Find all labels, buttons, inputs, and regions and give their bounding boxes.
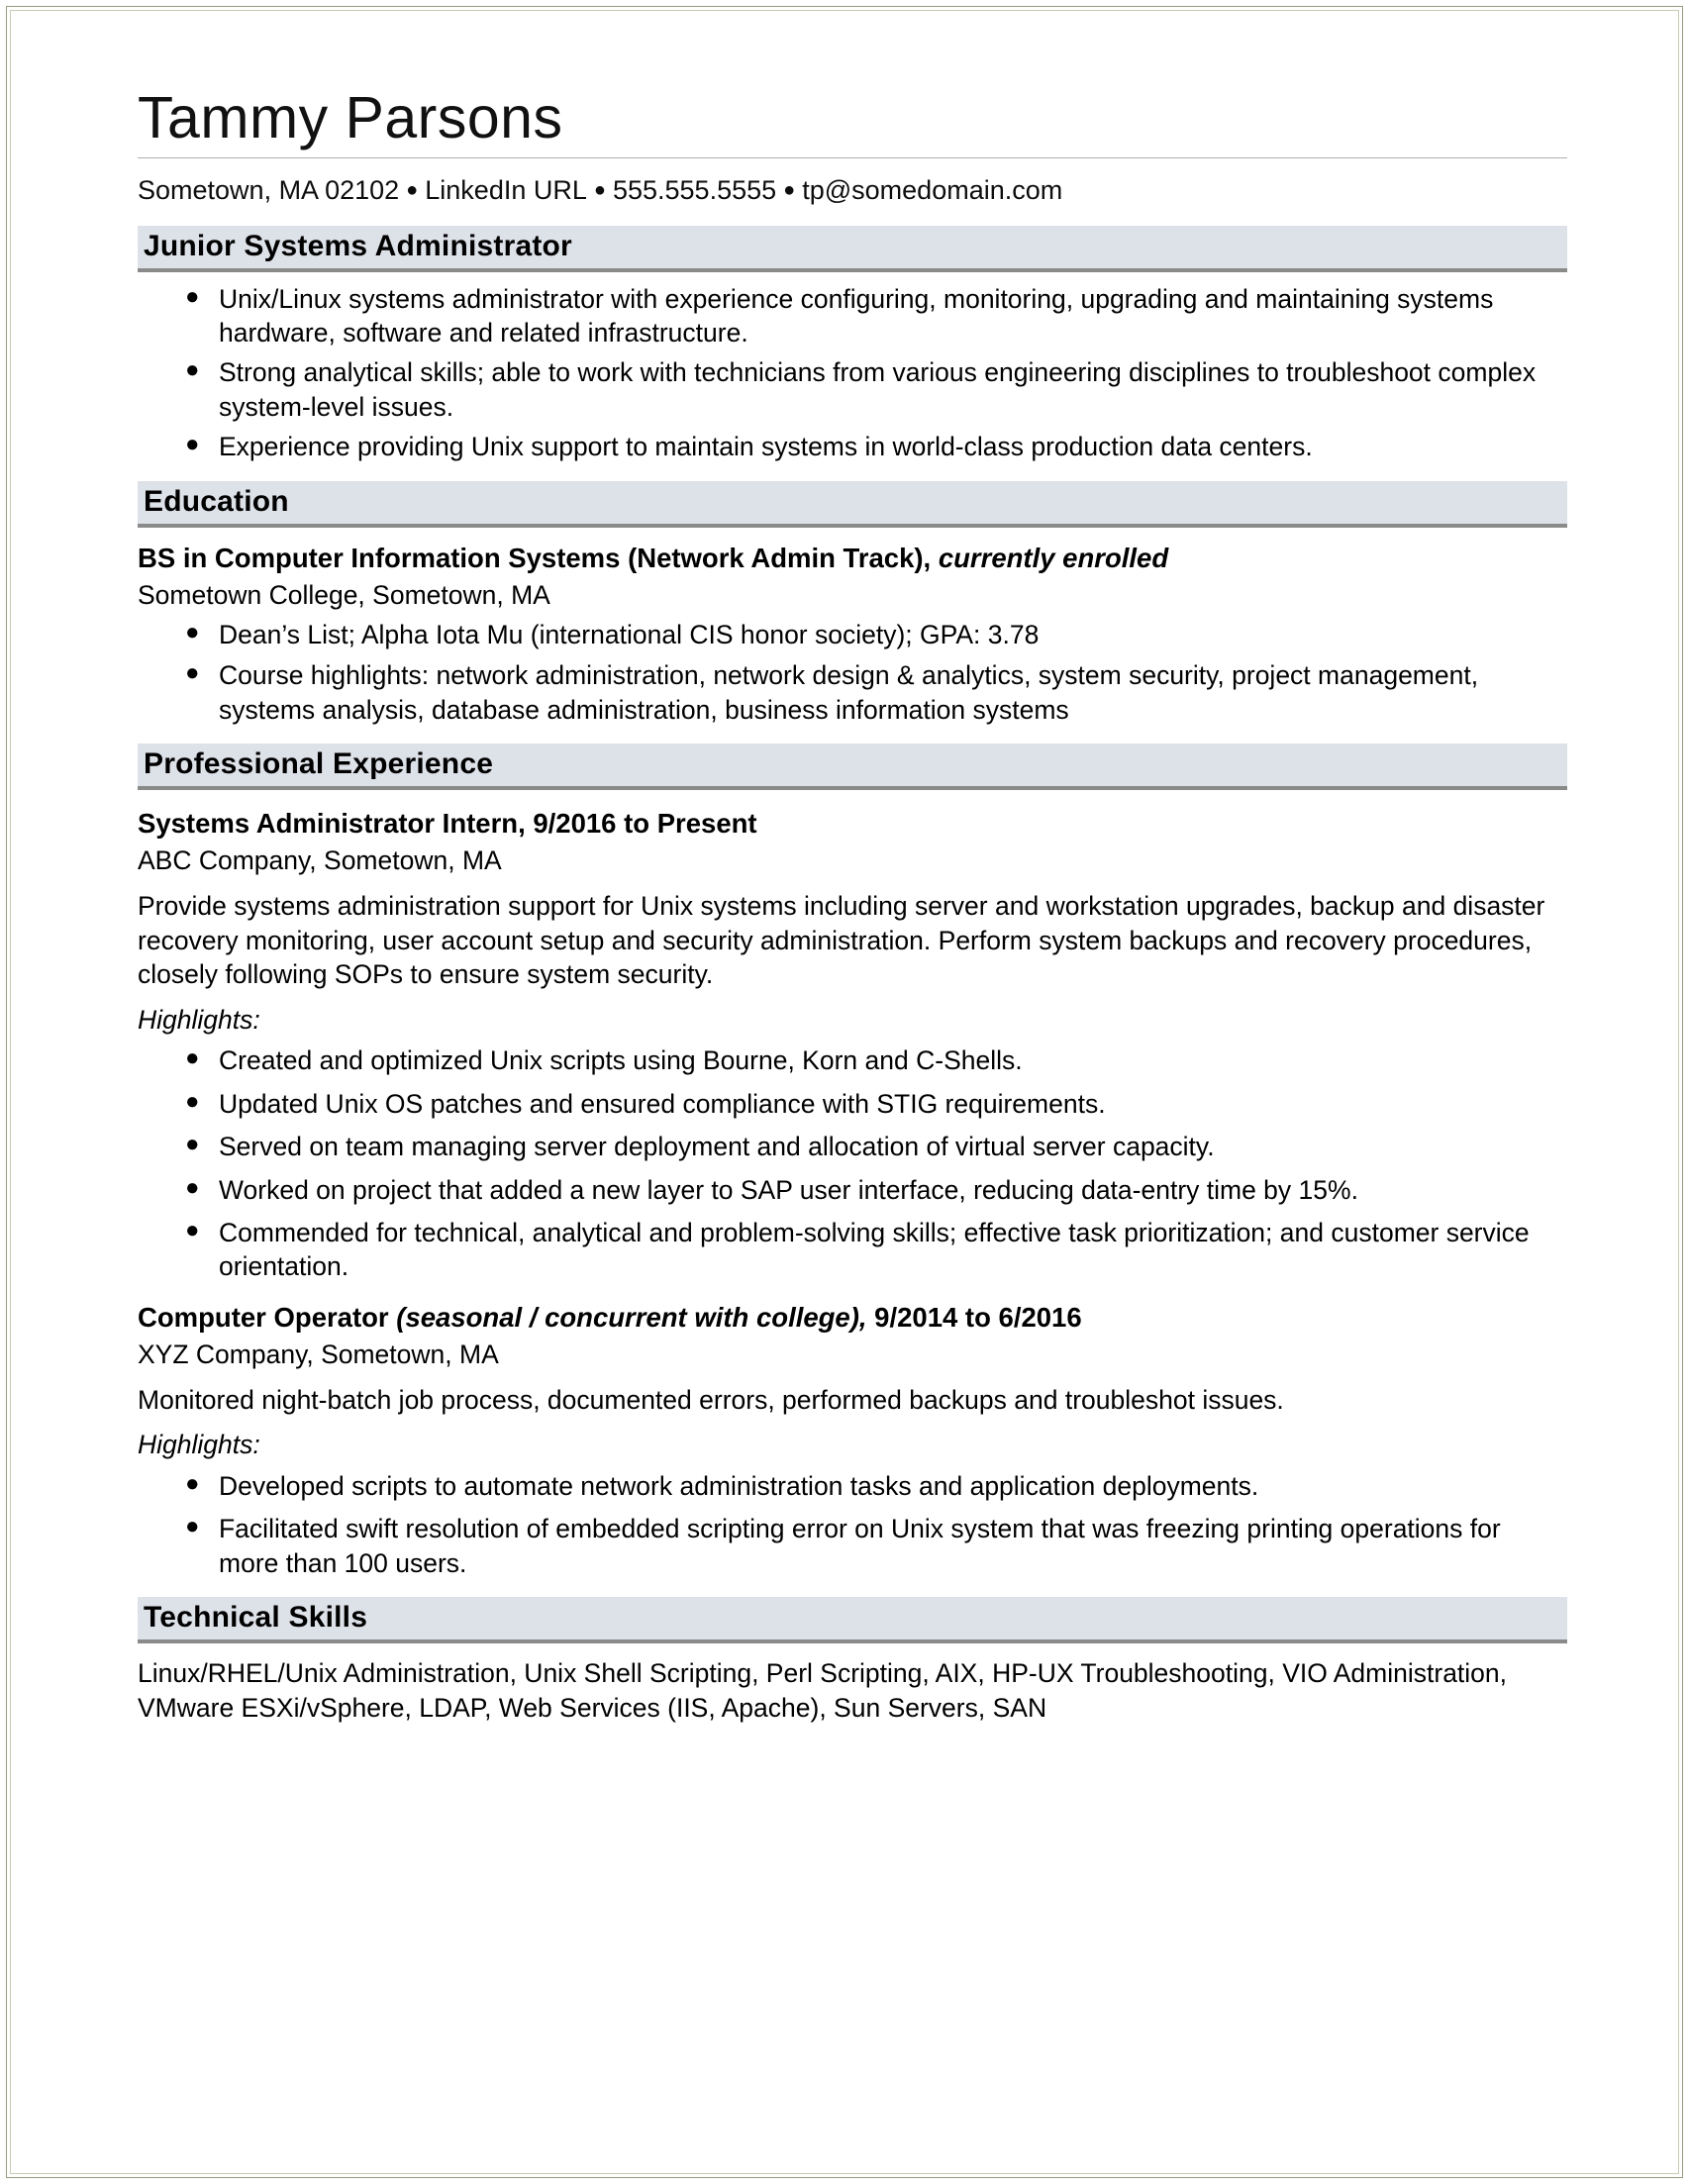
job-title-2-dates: 9/2014 to 6/2016 — [874, 1301, 1082, 1333]
page-border-inner — [10, 10, 1679, 2174]
list-item — [138, 1173, 1567, 1207]
list-item — [138, 1130, 1567, 1163]
contact-linkedin[interactable]: LinkedIn URL — [425, 175, 587, 206]
list-item — [138, 1087, 1567, 1121]
contact-phone[interactable]: 555.555.5555 — [612, 175, 777, 206]
resume-header — [138, 85, 1567, 209]
job-highlights-list-2 — [138, 1469, 1567, 1580]
contact-separator-icon: ● — [783, 179, 796, 202]
section-header-education — [138, 481, 1567, 528]
contact-separator-icon: ● — [593, 179, 606, 202]
bullet-dot-icon: ● — [185, 659, 200, 687]
page-border-outer — [6, 6, 1683, 2178]
section-header-summary — [138, 226, 1567, 272]
list-item-text: Commended for technical, analytical and problem-solving skills; effective task prioritization; and customer service orientation. — [219, 1217, 1530, 1282]
list-item-text: Developed scripts to automate network administration tasks and application deployments. — [219, 1470, 1259, 1501]
contact-separator-icon: ● — [406, 179, 419, 202]
list-item — [138, 1216, 1567, 1284]
contact-line — [138, 172, 1567, 208]
list-item — [138, 1469, 1567, 1503]
list-item-text: Served on team managing server deployment and allocation of virtual server capacity. — [219, 1132, 1215, 1162]
bullet-dot-icon: ● — [185, 431, 200, 458]
list-item — [138, 658, 1567, 727]
list-item-text: Updated Unix OS patches and ensured compliance with STIG requirements. — [219, 1088, 1106, 1119]
job-title-2-role: Computer Operator — [138, 1301, 389, 1333]
job-description-1: Provide systems administration support for Unix systems including server and workstation upgrades, backup and disaster recovery monitoring, user account setup and security administration. Perform system backups and recovery procedures, closely following SOPs to ensure system security. — [138, 891, 1545, 990]
education-degree — [138, 541, 1567, 576]
list-item — [138, 618, 1567, 651]
list-item-text: Course highlights: network administration, network design & analytics, system security, project management, systems analysis, database administration, business information systems — [219, 660, 1479, 725]
skills-text: Linux/RHEL/Unix Administration, Unix Shell Scripting, Perl Scripting, AIX, HP-UX Troubleshooting, VIO Administration, VMware ESXi/vSphere, LDAP, Web Services (IIS, Apache), Sun Servers, SAN — [138, 1658, 1508, 1723]
job-company-2: XYZ Company, Sometown, MA — [138, 1339, 499, 1369]
contact-location: Sometown, MA 02102 — [138, 175, 400, 206]
section-title-education: Education — [144, 484, 289, 518]
bullet-dot-icon: ● — [185, 1469, 200, 1497]
section-title-skills: Technical Skills — [144, 1601, 368, 1635]
bullet-dot-icon: ● — [185, 356, 200, 384]
bullet-dot-icon: ● — [185, 1216, 200, 1243]
list-item — [138, 1512, 1567, 1580]
bullet-dot-icon: ● — [185, 1044, 200, 1072]
job-company-1: ABC Company, Sometown, MA — [138, 845, 502, 876]
section-title-experience: Professional Experience — [144, 747, 494, 781]
degree-status: currently enrolled — [938, 542, 1169, 573]
list-item-text: Strong analytical skills; able to work with technicians from various engineering disciplines to troubleshoot complex system-level issues. — [219, 357, 1537, 422]
education-bullet-list — [138, 618, 1567, 727]
list-item — [138, 1043, 1567, 1077]
section-header-experience — [138, 744, 1567, 790]
bullet-dot-icon: ● — [185, 1513, 200, 1540]
job-title-2-qualifier: (seasonal / concurrent with college), — [396, 1301, 867, 1333]
list-item — [138, 355, 1567, 424]
bullet-dot-icon: ● — [185, 618, 200, 645]
list-item-text: Facilitated swift resolution of embedded scripting error on Unix system that was freezing printing operations for more than 100 users. — [219, 1514, 1501, 1578]
contact-email[interactable]: tp@somedomain.com — [802, 175, 1063, 206]
resume-document — [11, 11, 1678, 2173]
list-item — [138, 282, 1567, 350]
list-item-text: Unix/Linux systems administrator with experience configuring, monitoring, upgrading and maintaining systems hardware, software and related infrastructure. — [219, 283, 1494, 348]
list-item-text: Worked on project that added a new layer to SAP user interface, reducing data-entry time by 15%. — [219, 1174, 1358, 1205]
education-school: Sometown College, Sometown, MA — [138, 579, 550, 610]
list-item-text: Dean’s List; Alpha Iota Mu (international CIS honor society); GPA: 3.78 — [219, 619, 1040, 649]
list-item — [138, 430, 1567, 463]
candidate-name: Tammy Parsons — [138, 85, 563, 150]
bullet-dot-icon: ● — [185, 282, 200, 310]
name-divider — [138, 157, 1567, 158]
list-item-text: Created and optimized Unix scripts using Bourne, Korn and C-Shells. — [219, 1045, 1023, 1076]
bullet-dot-icon: ● — [185, 1087, 200, 1115]
list-item-text: Experience providing Unix support to maintain systems in world-class production data centers. — [219, 432, 1313, 462]
bullet-dot-icon: ● — [185, 1131, 200, 1158]
section-header-skills — [138, 1597, 1567, 1643]
summary-bullet-list — [138, 282, 1567, 464]
job-highlights-list-1 — [138, 1043, 1567, 1284]
highlights-label-2: Highlights: — [138, 1430, 260, 1460]
highlights-label-1: Highlights: — [138, 1004, 260, 1035]
section-title-summary: Junior Systems Administrator — [144, 229, 572, 262]
bullet-dot-icon: ● — [185, 1173, 200, 1201]
job-title-2 — [138, 1300, 1567, 1336]
job-title-1: Systems Administrator Intern, 9/2016 to Present — [138, 808, 757, 840]
degree-name: BS in Computer Information Systems (Network Admin Track), — [138, 542, 932, 573]
job-description-2: Monitored night-batch job process, documented errors, performed backups and troubleshot issues. — [138, 1385, 1284, 1416]
